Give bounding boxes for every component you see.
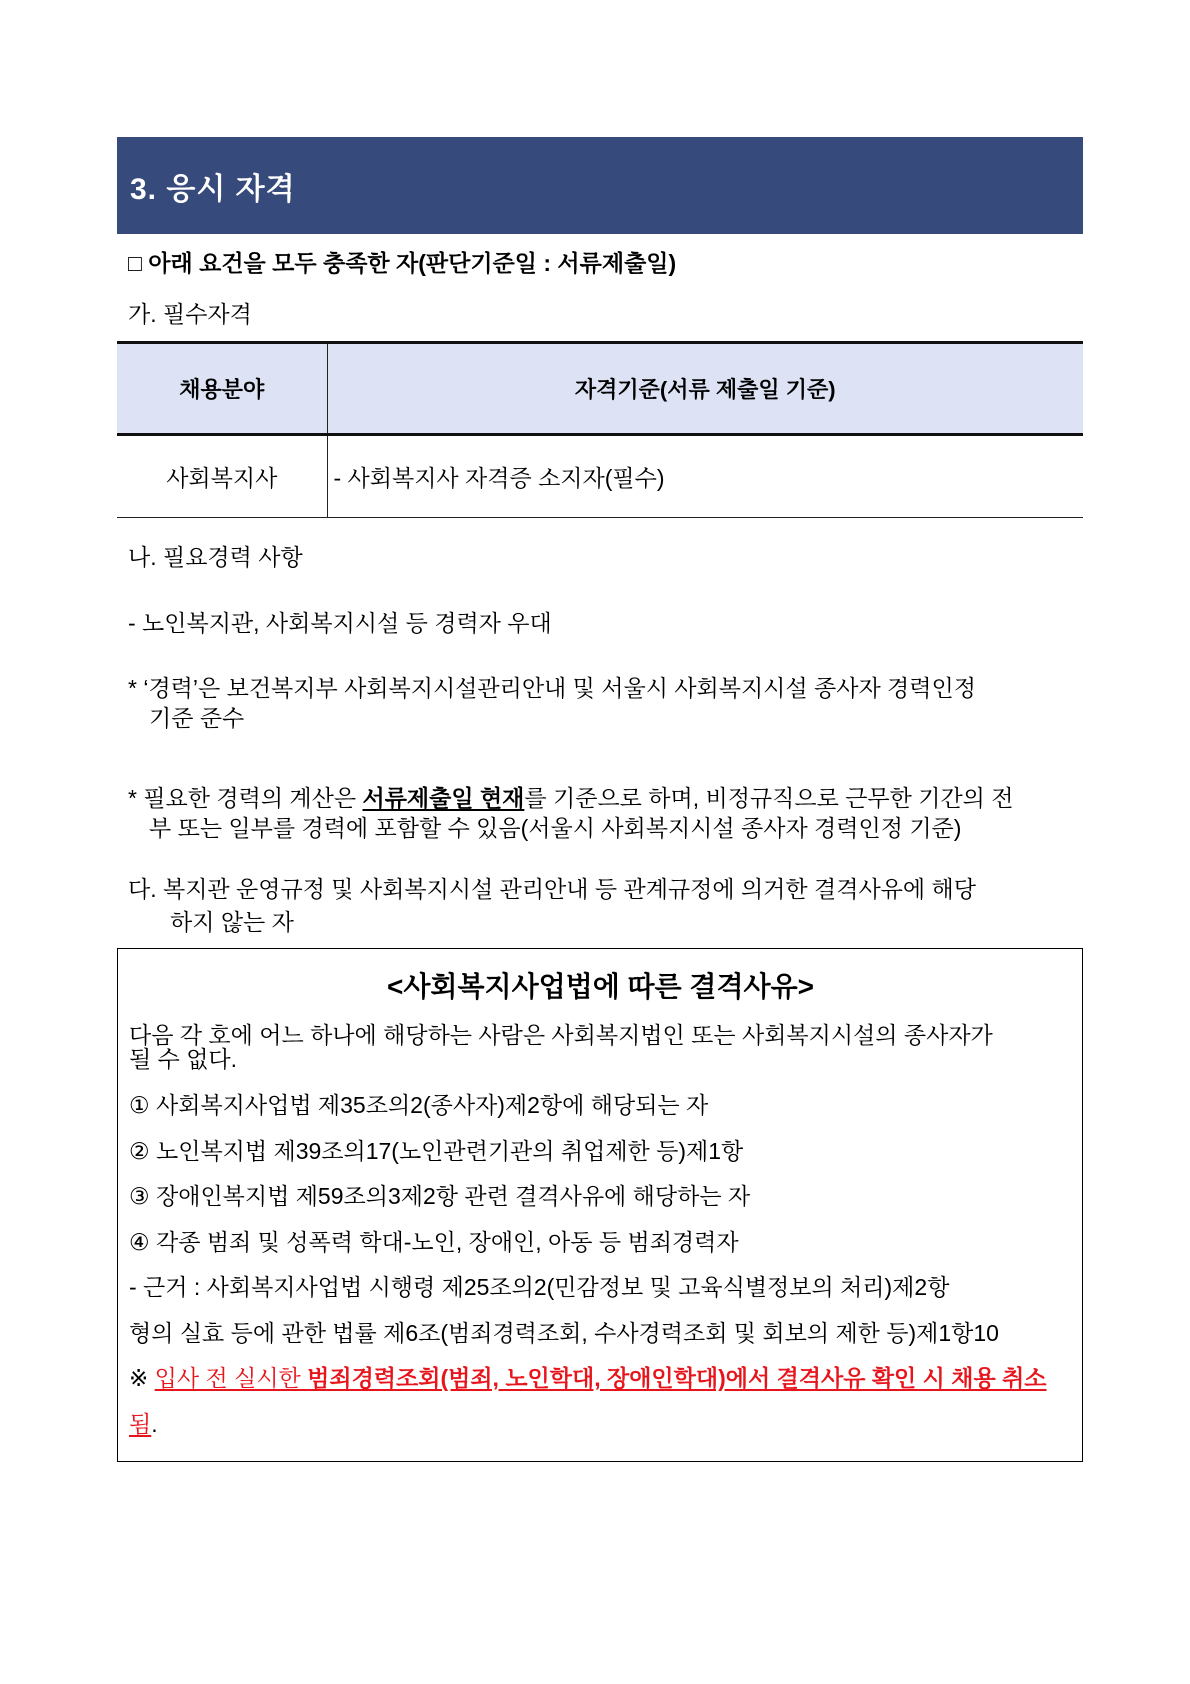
- requirements-intro: □ 아래 요건을 모두 충족한 자(판단기준일 : 서류제출일): [128, 250, 677, 276]
- disqualification-list: [129, 1083, 1072, 1447]
- table-cell-field: 사회복지사: [117, 435, 327, 518]
- experience-calculation-note: [117, 783, 1083, 843]
- warning-text: 됨: [129, 1410, 152, 1437]
- warning-emphasis: 범죄경력조회(범죄, 노인학대, 장애인학대)에서 결격사유 확인 시 채용 취소: [307, 1365, 1047, 1391]
- experience-note-line: 기준 준수: [149, 705, 245, 731]
- emphasis-text: 서류제출일 현재: [362, 785, 525, 811]
- table-row: [117, 435, 1083, 518]
- experience-heading: 나. 필요경력 사항: [128, 544, 303, 570]
- disqualification-heading: [117, 873, 1083, 939]
- calculation-text: * 필요한 경력의 계산은: [128, 785, 363, 811]
- warning-text: 입사 전 실시한: [154, 1365, 308, 1391]
- box-title: <사회복지사업법에 따른 결격사유>: [387, 971, 814, 1002]
- table-header-field: 채용분야: [117, 343, 327, 435]
- experience-note-line: * ‘경력’은 보건복지부 사회복지시설관리안내 및 서울시 사회복지시설 종사자 경력인정: [128, 675, 976, 701]
- experience-preferred: - 노인복지관, 사회복지시설 등 경력자 우대: [128, 610, 552, 636]
- disqualification-heading-line: 다. 복지관 운영규정 및 사회복지시설 관리안내 등 관계규정에 의거한 결격사유에 해당: [128, 876, 976, 902]
- disqualification-heading-line: 하지 않는 자: [170, 909, 294, 935]
- table-cell-criteria: - 사회복지사 자격증 소지자(필수): [327, 435, 1083, 518]
- list-item: ② 노인복지법 제39조의17(노인관련기관의 취업제한 등)제1항: [129, 1137, 744, 1164]
- warning-note: [129, 1356, 1072, 1447]
- warning-mark: ※: [129, 1365, 155, 1391]
- box-intro-line: 다음 각 호에 어느 하나에 해당하는 사람은 사회복지법인 또는 사회복지시설의 종사자가: [129, 1022, 993, 1048]
- disqualification-box: [117, 948, 1083, 1462]
- experience-note: [117, 673, 1083, 733]
- box-intro-line: 될 수 없다.: [129, 1046, 238, 1072]
- experience-calculation-line: [128, 783, 1083, 813]
- list-item: ③ 장애인복지법 제59조의3제2항 관련 결격사유에 해당하는 자: [129, 1183, 751, 1209]
- section-title: 3. 응시 자격: [130, 172, 296, 206]
- document-content: [117, 137, 1083, 1462]
- legal-basis: 형의 실효 등에 관한 법률 제6조(범죄경력조회, 수사경력조회 및 회보의 제한 등)제1항10: [129, 1319, 999, 1346]
- table-header-criteria: 자격기준(서류 제출일 기준): [327, 343, 1083, 435]
- box-intro: [129, 1023, 1072, 1071]
- table-body: [117, 435, 1083, 518]
- table-header-row: [117, 343, 1083, 435]
- legal-basis: - 근거 : 사회복지사업법 시행령 제25조의2(민감정보 및 고육식별정보의 처리)제2항: [129, 1274, 950, 1300]
- experience-calculation-line: 부 또는 일부를 경력에 포함할 수 있음(서울시 사회복지시설 종사자 경력인정 기준): [149, 815, 962, 841]
- required-qualifications-heading: 가. 필수자격: [128, 301, 252, 327]
- qualifications-table: [117, 341, 1083, 518]
- warning-period: .: [151, 1410, 158, 1437]
- table-header: [117, 343, 1083, 435]
- calculation-text: 를 기준으로 하며, 비정규직으로 근무한 기간의 전: [524, 785, 1014, 811]
- list-item: ④ 각종 범죄 및 성폭력 학대-노인, 장애인, 아동 등 범죄경력자: [129, 1228, 739, 1255]
- list-item: ① 사회복지사업법 제35조의2(종사자)제2항에 해당되는 자: [129, 1092, 709, 1118]
- section-header: [117, 137, 1083, 234]
